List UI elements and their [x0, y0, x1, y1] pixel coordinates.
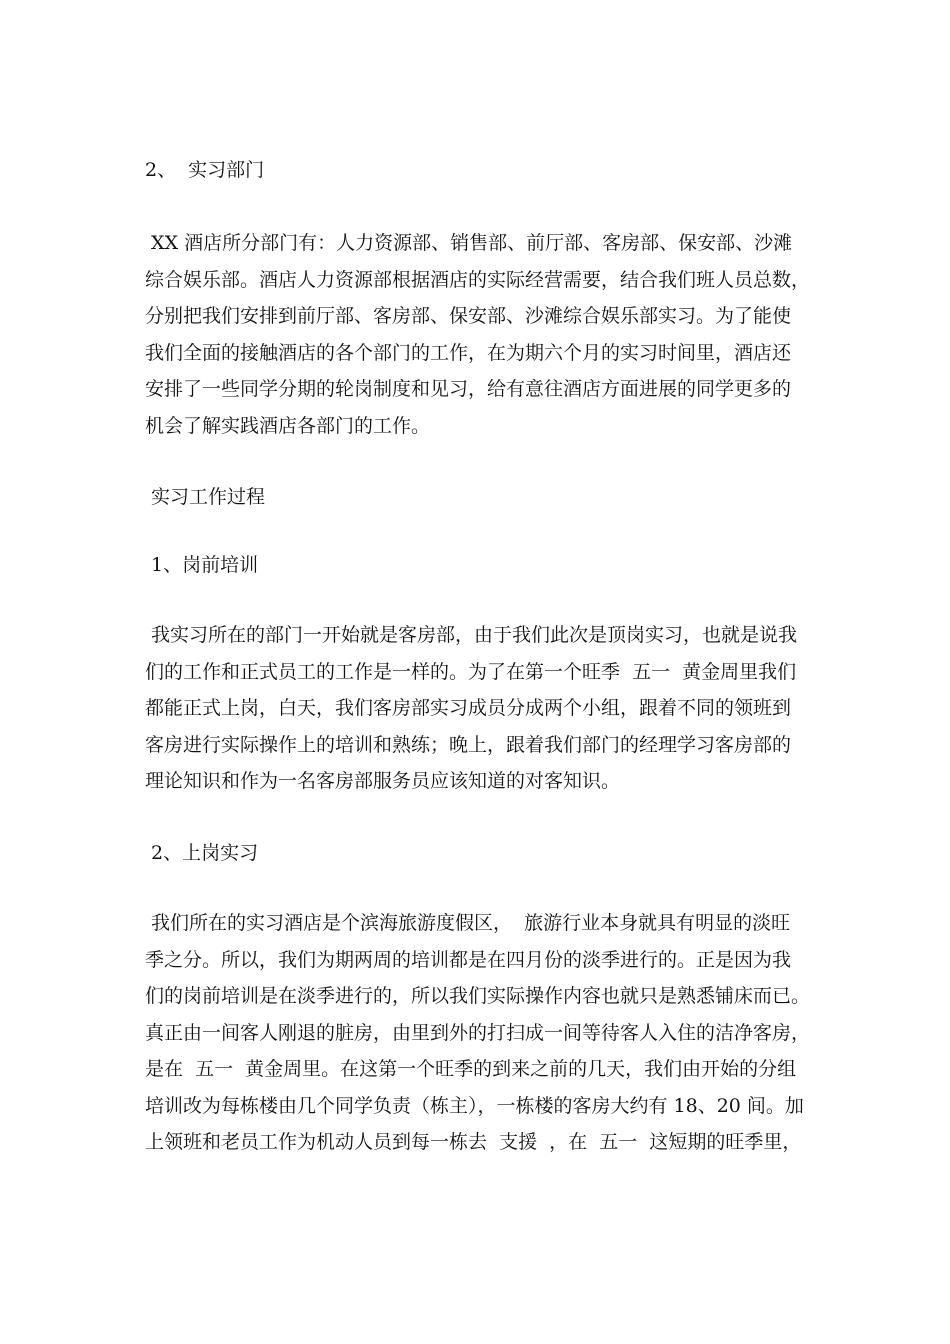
paragraph-line: 分别把我们安排到前厅部、客房部、保安部、沙滩综合娱乐部实习。为了能使 [145, 305, 792, 327]
paragraph-line: 理论知识和作为一名客房部服务员应该知道的对客知识。 [145, 770, 621, 792]
paragraph-line: 我们所在的实习酒店是个滨海旅游度假区， 旅游行业本身就具有明显的淡旺 [145, 912, 791, 934]
paragraph-line: XX 酒店所分部门有：人力资源部、销售部、前厅部、客房部、保安部、沙滩 [145, 232, 793, 254]
sub-heading-pre-job-training: 1、岗前培训 [145, 554, 259, 576]
paragraph-line: 都能正式上岗，白天，我们客房部实习成员分成两个小组，跟着不同的领班到 [145, 697, 792, 719]
paragraph-line: 机会了解实践酒店各部门的工作。 [145, 414, 431, 437]
paragraph-line: 季之分。所以，我们为期两周的培训都是在四月份的淡季进行的。正是因为我 [145, 948, 792, 971]
paragraph-line: 们的岗前培训是在淡季进行的，所以我们实际操作内容也就只是熟悉铺床而已。 [145, 985, 811, 1007]
work-paragraph [145, 905, 815, 1161]
sub-heading-on-job-internship: 2、上岗实习 [145, 842, 259, 864]
paragraph-line: 培训改为每栋楼由几个同学负责（栋主），一栋楼的客房大约有 18、20 间。加 [145, 1094, 804, 1117]
intro-paragraph [145, 225, 815, 444]
training-paragraph [145, 617, 815, 800]
paragraph-line: 客房进行实际操作上的培训和熟练；晚上，跟着我们部门的经理学习客房部的 [145, 733, 792, 756]
paragraph-line: 是在 五一 黄金周里。在这第一个旺季的到来之前的几天，我们由开始的分组 [145, 1058, 797, 1080]
paragraph-line: 我实习所在的部门一开始就是客房部，由于我们此次是顶岗实习，也就是说我 [145, 624, 798, 646]
section-heading-internship-department: 2、 实习部门 [145, 159, 265, 181]
paragraph-line: 真正由一间客人刚退的脏房，由里到外的打扫成一间等待客人入住的洁净客房， [145, 1021, 811, 1044]
paragraph-line: 安排了一些同学分期的轮岗制度和见习，给有意往酒店方面进展的同学更多的 [145, 378, 792, 400]
paragraph-line: 上领班和老员工作为机动人员到每一栋去 支援 ，在 五一 这短期的旺季里， [145, 1131, 802, 1153]
section-heading-work-process: 实习工作过程 [145, 486, 266, 508]
paragraph-line: 们的工作和正式员工的工作是一样的。为了在第一个旺季 五一 黄金周里我们 [145, 660, 797, 683]
paragraph-line: 我们全面的接触酒店的各个部门的工作，在为期六个月的实习时间里，酒店还 [145, 341, 792, 364]
paragraph-line: 综合娱乐部。酒店人力资源部根据酒店的实际经营需要，结合我们班人员总数， [145, 268, 811, 291]
